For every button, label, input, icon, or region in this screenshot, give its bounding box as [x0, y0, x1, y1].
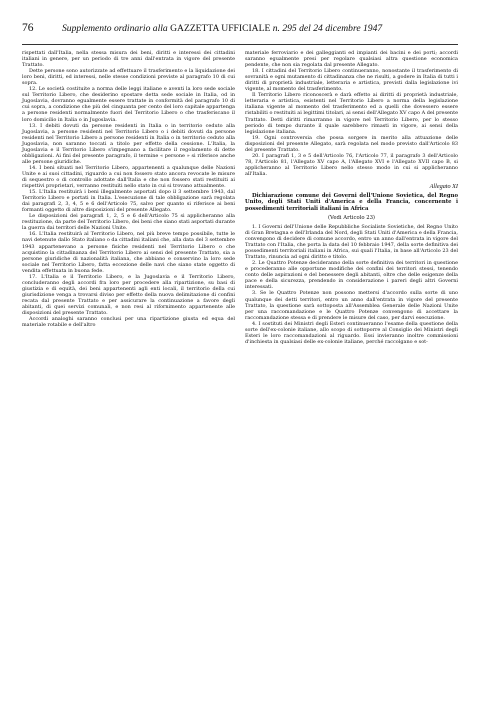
gazette-name: GAZZETTA UFFICIALE: [170, 23, 271, 34]
paragraph: 16. L'Italia restituirà al Territorio Libero, nel più breve tempo possibile, tutte le navi detenute dallo Stato italiano o da cittadini italiani che, alla data del 3 settembre 1943 appartenevano a persone fisiche residenti nel Territorio Libero o che acquistino la cittadinanza del Territorio Libero ai sensi del presente Trattato, sia a persone giuridiche di nazionalità italiana, che abbiano e conservino la loro sede sociale nel Territorio Libero, fatta eccezione delle navi che siano state oggetto di vendita effettuata in buona fede.: [22, 231, 235, 274]
paragraph: 20. I paragrafi 1, 3 e 5 dell'Articolo 76, l'Articolo 77, il paragrafo 3 dell'Articolo 78, l'Articolo 81, l'Allegato XV capo A, l'Allegato XVI e l'Allegato XVII capo B, si applicheranno al Territorio Libero nello stesso modo in cui si applicheranno all'Italia.: [245, 152, 458, 177]
paragraph: 4. I sostituti dei Ministri degli Esteri continueranno l'esame della questione della sorte dell'ex-colonie italiane, allo scopo di sottoporre al Consiglio dei Ministri degli Esteri le loro raccomandazioni al riguardo. Essi invieranno inoltre commissioni d'inchiesta in qualsiasi delle ex-colonie italiane, perché raccolgano e sot-: [245, 320, 458, 345]
paragraph: Il Territorio Libero riconoscerà e darà effetto ai diritti di proprietà industriale, letteraria e artistica, esistenti nel Territorio Libero a norma della legislazione italiana vigente al momento del trasferimento ed a quelli che dovessero essere ristabiliti o restituiti ai legittimi titolari, ai sensi dell'Allegato XV capo A del presente Trattato. Detti diritti rimarranno in vigore nel Territorio Libero, per lo stesso periodo di tempo durante il quale sarebbero rimasti in vigore, ai sensi della legislazione italiana.: [245, 92, 458, 135]
paragraph: 12. Le società costituite a norma delle leggi italiane e aventi la loro sede sociale sul Territorio Libero, che desiderino spostare detta sede sociale in Italia, od in Jugoslavia, dovranno egualmente essere trattate in conformità del paragrafo 10 di cui sopra, a condizione che più del cinquanta per cento del loro capitale appartenga a persone residenti normalmente fuori del Territorio Libero o che trasferiscano il loro domicilio in Italia o in Jugoslavia.: [22, 86, 235, 123]
right-column: [245, 50, 458, 345]
page-header: [22, 22, 458, 40]
paragraph: 1. I Governi dell'Unione delle Repubbliche Socialiste Sovietiche, del Regno Unito di Gran Bretagna e dell'Irlanda del Nord, degli Stati Uniti d'America e della Francia, convengono di decidere di comune accordo, entro un anno dall'entrata in vigore del Trattato con l'Italia, che porta la data del 10 febbraio 1947, della sorte definitiva dei possedimenti territoriali italiani in Africa, sui quali l'Italia, in base all'Articolo 23 del Trattato, rinuncia ad ogni diritto e titolo.: [245, 223, 458, 261]
paragraph: Accordi analoghi saranno conclusi per una ripartizione giusta ed equa del materiale rotabile e dell'altro: [22, 316, 235, 329]
paragraph: 3. Se le Quattro Potenze non possono mettersi d'accordo sulla sorte di uno qualunque dei detti territori, entro un anno dall'entrata in vigore del presente Trattato, la questione sarà sottoposta all'Assemblea Generale delle Nazioni Unite per una raccomandazione e le Quattro Potenze convengono di accettare la raccomandazione stessa e di prendere le misure del caso, per darvi esecuzione.: [245, 290, 458, 321]
paragraph: 2. Le Quattro Potenze decideranno della sorte definitiva dei territori in questione e procederanno alle opportune modifiche dei confini dei territori stessi, tenendo conto delle aspirazioni e del benessere degli abitanti, oltre che delle esigenze della pace e della sicurezza, prendendo in considerazione i pareri degli altri Governi interessati.: [245, 260, 458, 291]
paragraph: 14. I beni situati nel Territorio Libero, appartenenti a qualunque delle Nazioni Unite e ai suoi cittadini, riguardo a cui non fossero stato ancora revocate le misure di sequestro o di controllo adottate dall'Italia e che non fossero stati restituiti ai rispettivi proprietari, verranno restituiti nello stato in cui si trovano attualmente.: [22, 164, 235, 190]
running-suffix: n. 295 del 24 dicembre 1947: [270, 23, 383, 34]
paragraph: 15. L'Italia restituirà i beni illegalmente asportati dopo il 3 settembre 1943, dal Territorio Libero e portati in Italia. L'esecuzione di tale obbligazione sarà regolata dai paragrafi 2, 3, 4, 5 e 6 dell'Articolo 75, salvo per quanto si riferisce ai beni formanti oggetto di altre disposizioni del presente Allegato.: [22, 189, 235, 214]
text-columns: [22, 50, 458, 345]
paragraph: 13. I debiti dovuti da persone residenti in Italia o in territorio ceduto alla Jugoslavia, a persone residenti nel Territorio Libero o i debiti dovuti da persone residenti nel Territorio Libero a persone residenti in Italia o in territorio ceduto alla Jugoslavia, non saranno toccati a titolo per effetto della cessione. L'Italia, la Jugoslavia e il Territorio Libero s'impegnano a facilitare il regolamento di dette obbligazioni. Ai fini del presente paragrafo, il termine « persone » si riferisce anche alle persone giuridiche.: [22, 122, 235, 165]
left-column: [22, 50, 235, 345]
page-number: 76: [22, 22, 34, 34]
header-rule: [22, 44, 458, 45]
declaration-title: Dichiarazione comune dei Governi dell'Unione Sovietica, del Regno Unito, degli Stati Uniti d'America e della Francia, concernente i possedimenti territoriali italiani in Africa: [245, 193, 458, 212]
paragraph: 18. I cittadini del Territorio Libero continueranno, nonostante il trasferimento di sovranità e ogni mutamento di cittadinanza che ne risulti, a godere in Italia di tutti i diritti di proprietà industriale, letteraria e artistica, previsti dalla legislazione ivi vigente, al momento del trasferimento.: [245, 68, 458, 93]
paragraph: 19. Ogni controversia che possa sorgere in merito alla attuazione delle disposizioni del presente Allegato, sarà regolata nel modo previsto dall'Articolo 83 del presente Trattato.: [245, 134, 458, 153]
paragraph: materiale ferroviario e dei galleggianti ed impianti dei bacini e dei porti; accordi saranno egualmente presi per regolare qualsiasi altra questione economica pendente, che non sia regolata dal presente Allegato.: [245, 50, 458, 69]
paragraph: 17. L'Italia e il Territorio Libero, e la Jugoslavia e il Territorio Libero, concluderanno degli accordi fra loro per procedere alla ripartizione, su basi di giustizia e di equità, dei beni appartenenti agli enti locali, il territorio della cui giurisdizione venga a trovarsi diviso per effetto della nuova delimitazione di confini recata dal presente Trattato e per assicurare la continuazione a favore degli abitanti, di quei servizi comunali, e non resi al rifornimento appartenente alle disposizioni del presente Trattato.: [22, 273, 235, 317]
paragraph: rispettati dall'Italia, nella stessa misura dei beni, diritti e interessi dei cittadini italiani in genere, per un periodo di tre anni dall'entrata in vigore del presente Trattato.: [22, 50, 235, 69]
running-title: [62, 23, 382, 34]
paragraph: Le disposizioni dei paragrafi 1, 2, 5 e 6 dell'Articolo 75 si applicheranno alla restituzione, da parte del Territorio Libero, dei beni che siano stati asportati durante la guerra dai territori delle Nazioni Unite.: [22, 213, 235, 232]
annex-heading: Allegato XI: [429, 182, 458, 190]
paragraph: Dette persone sono autorizzate ad effettuare il trasferimento e la liquidazione dei loro beni, diritti, ed interessi, nelle stesse condizioni previste al paragrafo 10 di cui sopra.: [22, 68, 235, 87]
running-prefix: Supplemento ordinario alla: [62, 23, 171, 34]
annex-subheading: (Vedi Articolo 23): [327, 214, 376, 221]
